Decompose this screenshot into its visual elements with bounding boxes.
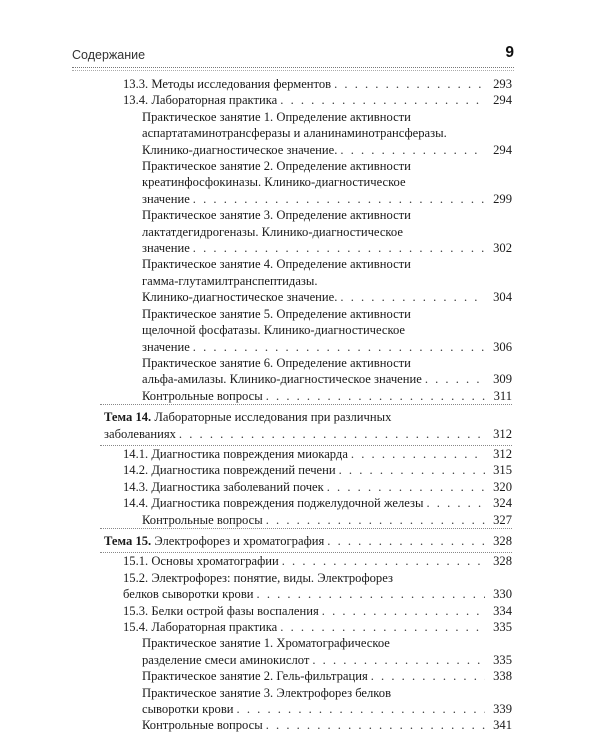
dot-leader xyxy=(425,371,485,387)
dot-leader xyxy=(179,426,485,442)
entry-title: 15.4. Лабораторная практика xyxy=(123,620,278,634)
dot-leader xyxy=(266,717,485,733)
toc-entry[interactable] xyxy=(142,306,512,355)
entry-page-number: 302 xyxy=(493,241,512,256)
entry-page-number: 293 xyxy=(493,77,512,91)
header-title: Содержание xyxy=(72,48,146,62)
dot-leader xyxy=(312,652,485,668)
entry-page-number: 324 xyxy=(493,496,512,511)
dot-leader xyxy=(340,289,485,305)
toc-entries-section xyxy=(0,76,600,404)
entry-title: 14.2. Диагностика повреждений печени xyxy=(123,463,336,478)
toc-entry[interactable] xyxy=(142,668,512,684)
entry-title: Клинико-диагностическое значение. xyxy=(142,290,338,305)
toc-entry[interactable] xyxy=(123,446,512,462)
entry-title: 14.1. Диагностика повреждения миокарда xyxy=(123,446,348,461)
entry-page-number: 328 xyxy=(493,554,512,569)
toc-entry[interactable] xyxy=(123,570,512,603)
entry-page-number: 294 xyxy=(493,93,512,108)
toc-entry[interactable] xyxy=(123,76,512,92)
entry-text-line: Практическое занятие 1. Определение активности xyxy=(142,109,411,124)
toc-entry[interactable] xyxy=(142,207,512,256)
entry-title: белков сыворотки крови xyxy=(123,587,254,602)
entry-page-number: 335 xyxy=(493,620,512,634)
entry-title: Клинико-диагностическое значение. xyxy=(142,142,338,157)
toc-entry[interactable] xyxy=(123,619,512,635)
dot-leader xyxy=(334,76,485,92)
entry-text-line: креатинфосфокиназы. Клинико-диагностическое xyxy=(142,175,406,190)
table-of-contents xyxy=(0,76,600,734)
dot-leader xyxy=(426,495,485,511)
entry-text-line: Лабораторные исследования при различных xyxy=(151,410,392,425)
entry-page-number: 311 xyxy=(493,388,512,403)
entry-title: 13.4. Лабораторная практика xyxy=(123,93,278,108)
entry-page-number: 294 xyxy=(493,142,512,157)
entry-text-line: гамма-глутамилтранспептидазы. xyxy=(142,273,318,288)
toc-entry[interactable] xyxy=(142,685,512,718)
dot-leader xyxy=(340,142,485,158)
entry-page-number: 338 xyxy=(493,669,512,684)
entry-title: Контрольные вопросы xyxy=(142,718,263,733)
dot-leader xyxy=(257,586,485,602)
entry-title: Практическое занятие 2. Гель-фильтрация xyxy=(142,669,368,684)
entry-text-line: Практическое занятие 1. Хроматографическое xyxy=(142,636,390,651)
dot-leader xyxy=(193,339,485,355)
toc-entry[interactable] xyxy=(142,388,512,404)
entry-page-number: 335 xyxy=(493,652,512,667)
entry-title: значение xyxy=(142,191,190,206)
toc-entry[interactable] xyxy=(123,495,512,511)
toc-entry[interactable] xyxy=(142,512,512,528)
entry-page-number: 334 xyxy=(493,603,512,618)
entry-text-line: аспартатаминотрансферазы и аланинаминотрансферазы. xyxy=(142,126,447,141)
entry-page-number: 327 xyxy=(493,512,512,527)
entry-page-number: 304 xyxy=(493,290,512,305)
entry-page-number: 312 xyxy=(493,446,512,461)
dot-leader xyxy=(327,479,485,495)
toc-entry[interactable] xyxy=(123,553,512,569)
running-header xyxy=(72,46,514,66)
dot-leader xyxy=(280,92,485,108)
entry-title: альфа-амилазы. Клинико-диагностическое значение xyxy=(142,372,422,387)
entry-page-number: 341 xyxy=(493,718,512,733)
entry-page-number: 328 xyxy=(493,533,512,548)
dot-leader xyxy=(339,462,485,478)
entry-page-number: 320 xyxy=(493,479,512,494)
entry-title: Контрольные вопросы xyxy=(142,388,263,403)
entry-text-line: Практическое занятие 3. Определение активности xyxy=(142,208,411,223)
dot-leader xyxy=(280,619,485,635)
entry-text-line: щелочной фосфатазы. Клинико-диагностическое xyxy=(142,323,406,338)
dot-leader xyxy=(327,533,485,549)
entry-title: заболеваниях xyxy=(104,426,176,441)
toc-entry[interactable] xyxy=(123,462,512,478)
dot-leader xyxy=(193,240,485,256)
entry-title: Контрольные вопросы xyxy=(142,512,263,527)
dot-leader xyxy=(237,701,485,717)
toc-entries-section xyxy=(0,553,600,733)
dot-leader xyxy=(193,191,485,207)
topic-label: Тема 14. xyxy=(104,410,152,425)
dot-leader xyxy=(351,446,485,462)
dot-leader xyxy=(322,603,485,619)
header-rule xyxy=(72,67,514,68)
entry-page-number: 309 xyxy=(493,372,512,387)
header-rule-secondary xyxy=(72,70,514,71)
page-number: 9 xyxy=(505,44,514,61)
entry-title: 14.3. Диагностика заболеваний почек xyxy=(123,479,324,494)
dot-leader xyxy=(282,553,485,569)
topic-label: Тема 15. xyxy=(104,533,152,548)
dot-leader xyxy=(266,388,485,404)
toc-entry[interactable] xyxy=(123,479,512,495)
toc-topic-section xyxy=(0,405,600,445)
entry-text-line: Практическое занятие 4. Определение активности xyxy=(142,257,411,272)
entry-title: значение xyxy=(142,339,190,354)
dot-leader xyxy=(266,512,485,528)
entry-page-number: 299 xyxy=(493,191,512,206)
entry-text-line: 15.2. Электрофорез: понятие, виды. Электрофорез xyxy=(123,570,393,585)
toc-entries-section xyxy=(0,446,600,528)
toc-entry[interactable] xyxy=(142,635,512,668)
toc-entry[interactable] xyxy=(142,158,512,207)
entry-title: разделение смеси аминокислот xyxy=(142,652,310,667)
entry-page-number: 312 xyxy=(493,426,512,441)
entry-title: 14.4. Диагностика повреждения поджелудочной железы xyxy=(123,496,424,511)
entry-page-number: 330 xyxy=(493,587,512,602)
entry-title: 15.3. Белки острой фазы воспаления xyxy=(123,603,319,618)
entry-title: Электрофорез и хроматография xyxy=(151,533,325,548)
entry-page-number: 339 xyxy=(493,702,512,717)
entry-text-line: лактатдегидрогеназы. Клинико-диагностическое xyxy=(142,224,403,239)
toc-entry[interactable] xyxy=(142,256,512,305)
toc-entry[interactable] xyxy=(123,92,512,108)
toc-entry[interactable] xyxy=(142,109,512,158)
entry-title: 15.1. Основы хроматографии xyxy=(123,554,279,569)
dot-leader xyxy=(371,668,485,684)
toc-entry[interactable] xyxy=(123,603,512,619)
toc-topic-entry[interactable] xyxy=(104,409,512,442)
toc-entry[interactable] xyxy=(142,717,512,733)
entry-title: сыворотки крови xyxy=(142,702,234,717)
toc-topic-section xyxy=(0,529,600,552)
entry-text-line: Практическое занятие 3. Электрофорез белков xyxy=(142,685,392,700)
entry-text-line: Практическое занятие 5. Определение активности xyxy=(142,306,411,321)
toc-topic-entry[interactable] xyxy=(104,533,512,549)
entry-text-line: Практическое занятие 6. Определение активности xyxy=(142,355,411,370)
entry-page-number: 306 xyxy=(493,339,512,354)
entry-title: значение xyxy=(142,241,190,256)
entry-text-line: Практическое занятие 2. Определение активности xyxy=(142,159,411,174)
toc-entry[interactable] xyxy=(142,355,512,388)
entry-title: 13.3. Методы исследования ферментов xyxy=(123,77,332,91)
entry-page-number: 315 xyxy=(493,463,512,478)
